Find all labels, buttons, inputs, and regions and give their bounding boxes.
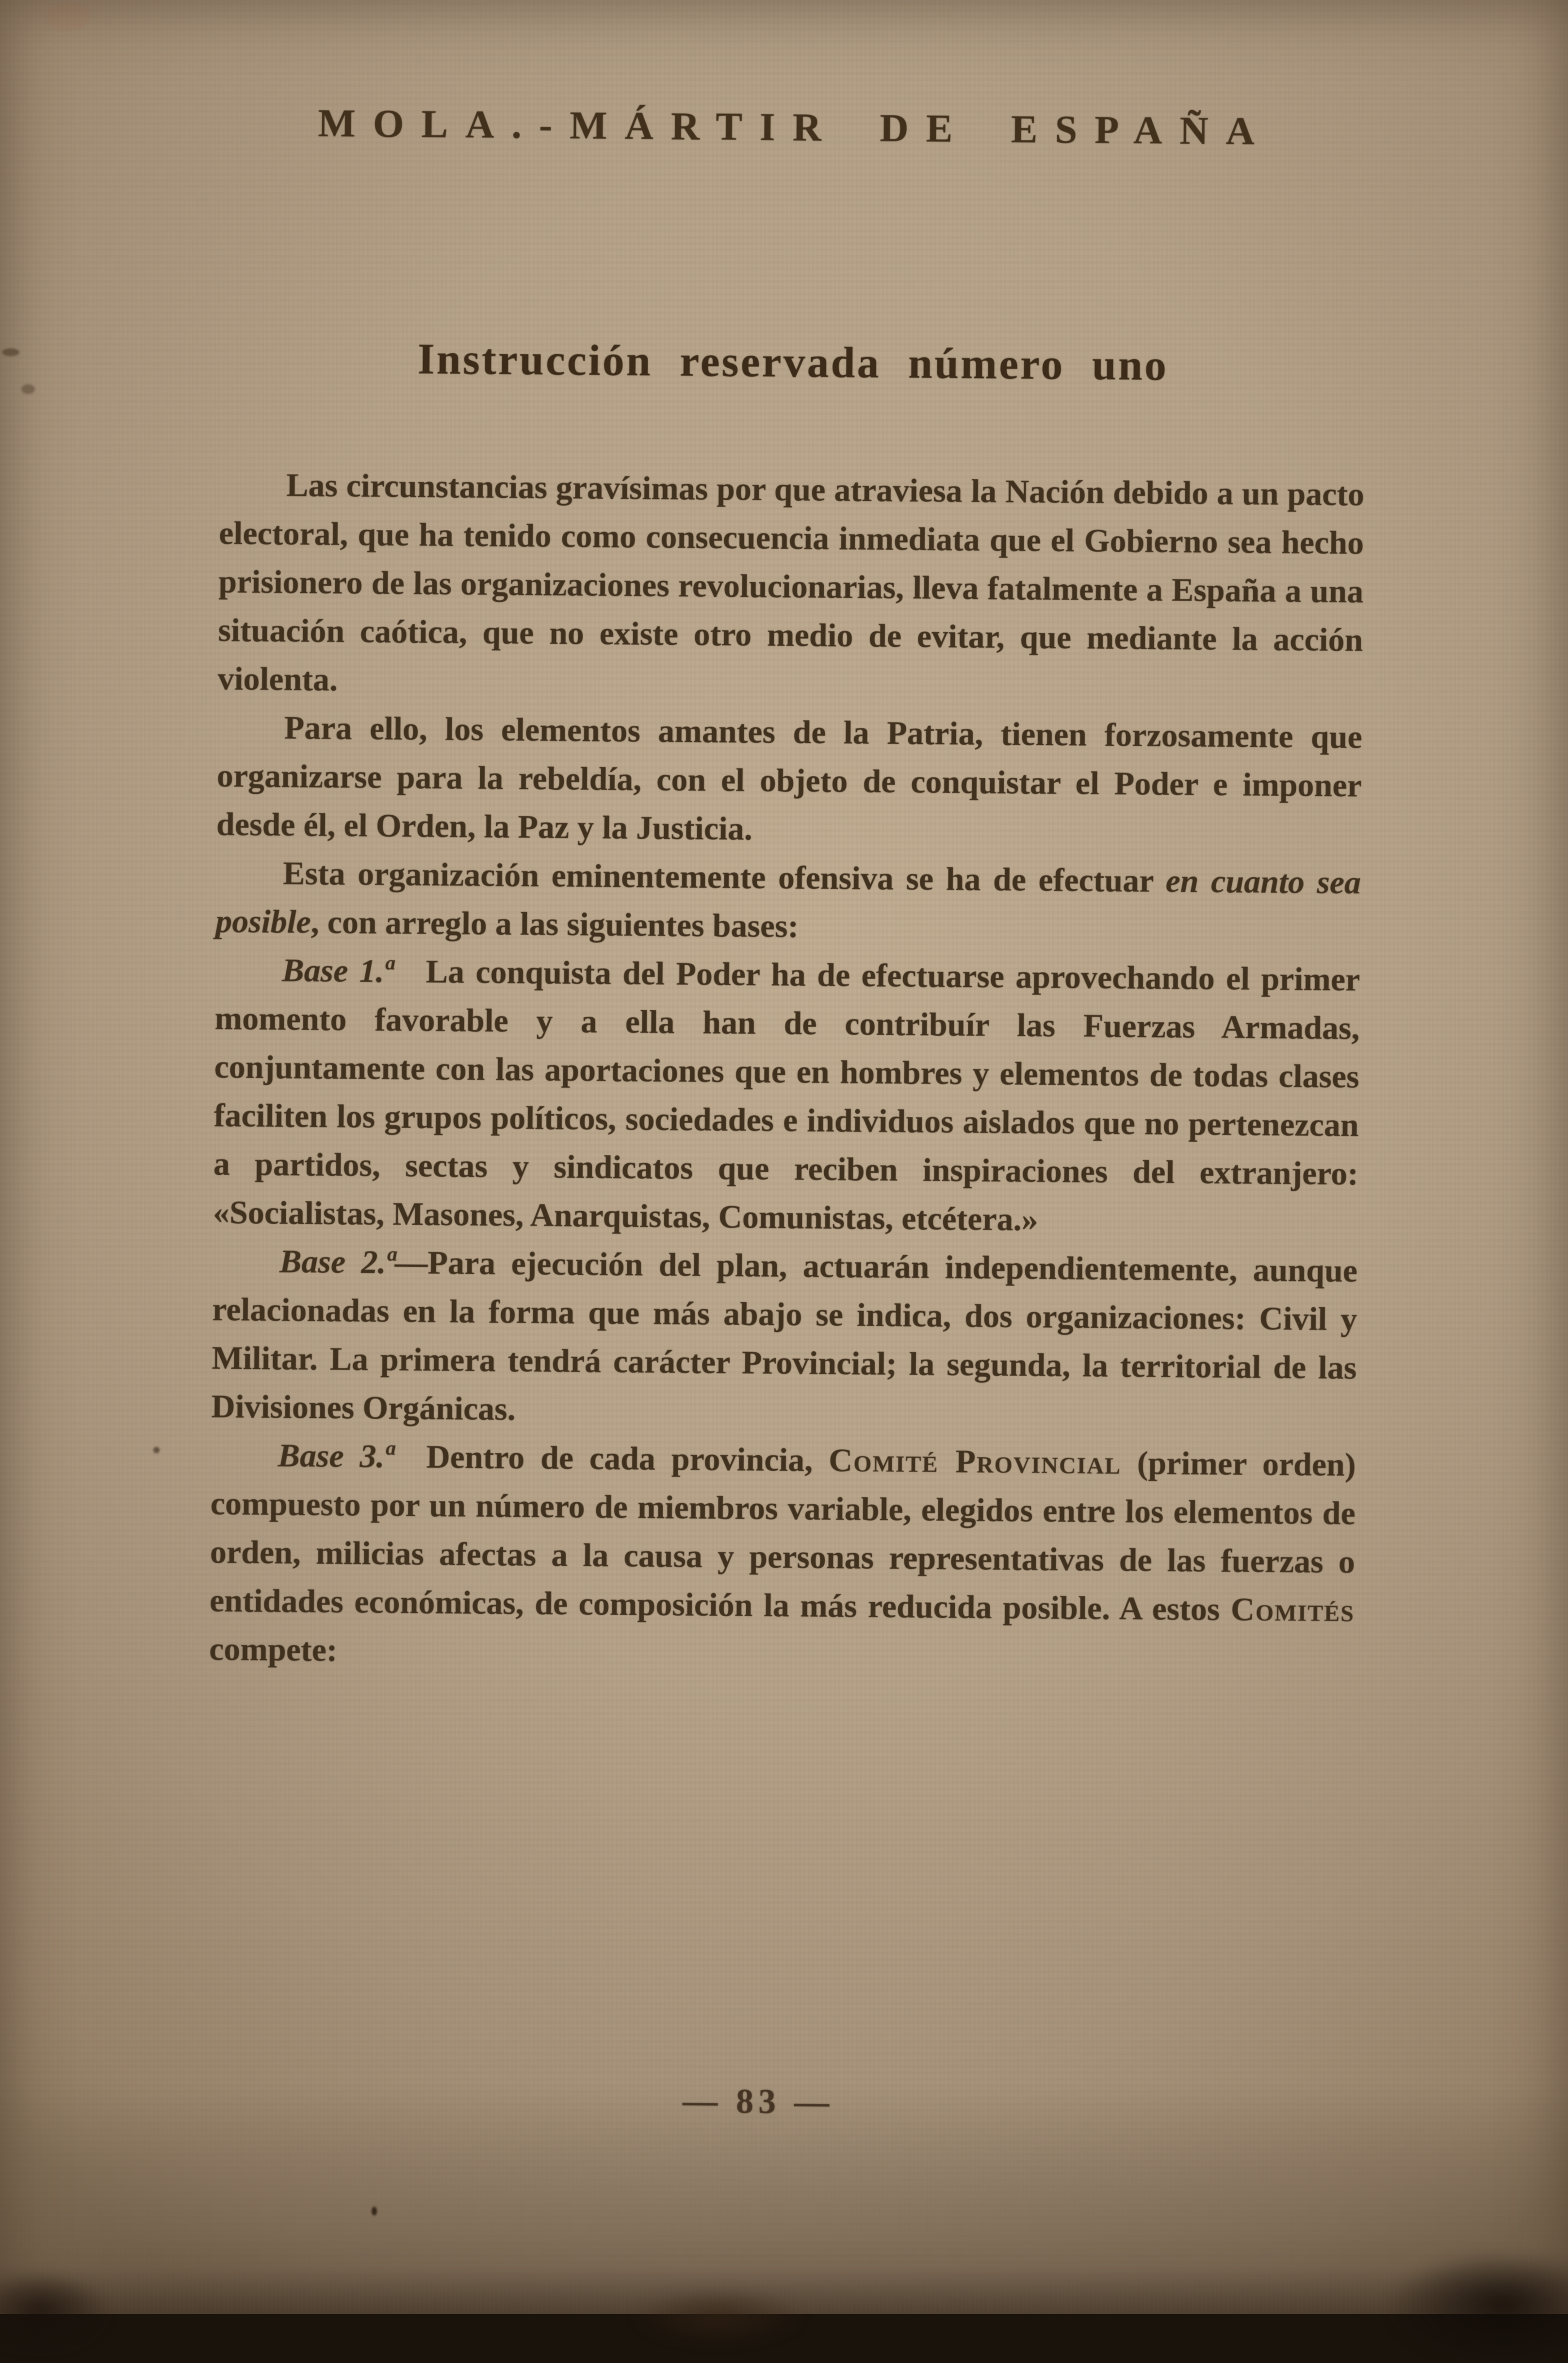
text-segment: Comités	[1230, 1591, 1355, 1629]
text-segment: Base 1.ª	[282, 952, 393, 990]
body-text	[209, 460, 1365, 1683]
text-segment: Base 3.ª	[278, 1437, 393, 1475]
running-header: MOLA.-MÁRTIR DE ESPAÑA	[318, 100, 1273, 153]
text-segment: , con arreglo a las siguientes bases:	[310, 903, 799, 945]
text-segment: La conquista del Poder ha de efectuarse aprovechando el primer momento favorable y a ella han de contribuír las Fuerzas Armadas, conjuntamente con las aportaciones que en hombres y elementos de todas clases faciliten los grupos políticos, sociedades e individuos aislados que no pertenezcan a partidos, sectas y sindicatos que reciben inspiraciones del extranjero: «Socialistas, Masones, Anarquistas, Comunistas, etcétera.»	[212, 952, 1360, 1238]
paragraph	[209, 1430, 1356, 1683]
text-segment: —Para ejecución del plan, actuarán independientemente, aunque relacionadas en la forma que más abajo se indica, dos organizaciones: Civil y Militar. La primera tendrá carácter Provincial; la segunda, la territorial de las Divisiones Orgánicas.	[211, 1244, 1358, 1428]
paragraph	[217, 460, 1364, 713]
text-segment: Comité Provincial	[828, 1441, 1122, 1481]
text-segment: Las circunstancias gravísimas por que atraviesa la Nación debido a un pacto electoral, que ha tenido como consecuencia inmediata que el Gobierno sea hecho prisionero de las organizaciones revolucionarias, lleva fatalmente a España a una situación caótica, que no existe otro medio de evitar, que mediante la acción violenta.	[217, 466, 1365, 698]
text-segment: Base 2.ª	[279, 1243, 395, 1281]
page-number: — 83 —	[682, 2081, 834, 2122]
text-segment: en cuanto sea posible	[215, 862, 1361, 940]
section-title: Instrucción reservada número uno	[417, 335, 1169, 390]
paragraph	[211, 1236, 1357, 1441]
text-segment: (primer orden) compuesto por un número de miembros variable, elegidos entre los elementos de orden, milicias afectas a la causa y personas representativas de las fuerzas o entidades económicas, de composición la más reducida posible. A estos	[209, 1444, 1356, 1628]
paragraph	[216, 703, 1363, 858]
paragraph	[215, 848, 1361, 955]
text-segment: Esta organización eminentemente ofensiva se ha de efectuar	[282, 854, 1166, 899]
paragraph	[213, 945, 1360, 1247]
text-segment: Para ello, los elementos amantes de la Patria, tienen forzosamente que organizarse para la rebeldía, con el objeto de conquistar el Poder e imponer desde él, el Orden, la Paz y la Justicia.	[216, 709, 1363, 847]
text-segment: Dentro de cada provincia,	[393, 1438, 829, 1478]
text-segment: compete:	[209, 1630, 338, 1669]
